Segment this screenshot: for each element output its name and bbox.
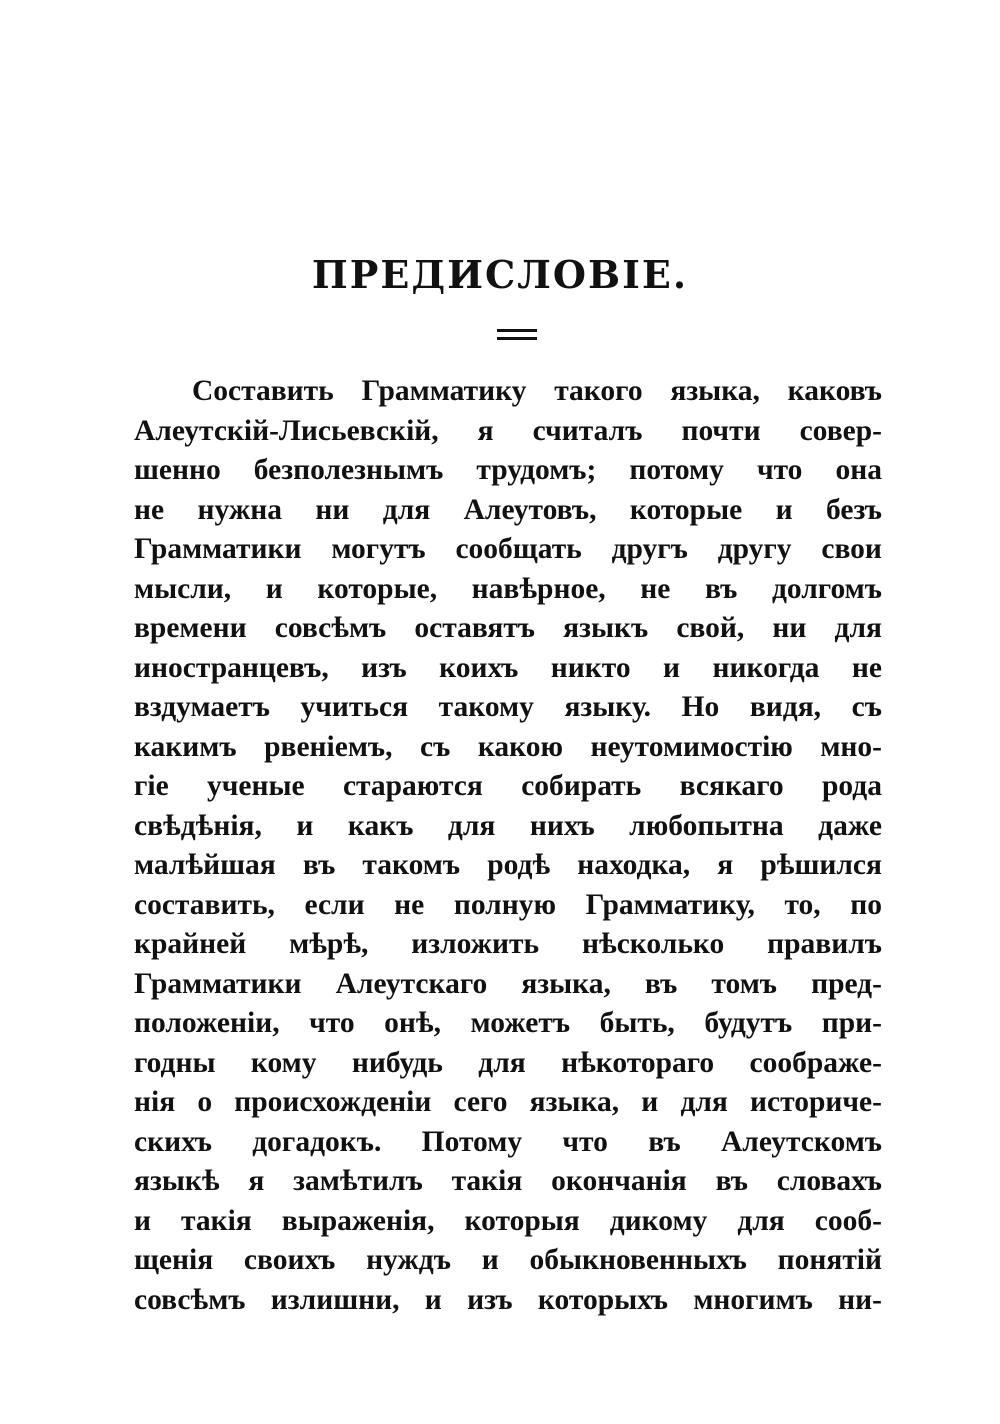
- text-line: [134, 728, 882, 768]
- word: выраженія,: [281, 1204, 435, 1237]
- text-line: [134, 1281, 882, 1321]
- word: правилъ: [767, 928, 882, 960]
- text-line: [134, 846, 882, 886]
- word: потому: [629, 454, 724, 486]
- word: и: [424, 1283, 442, 1316]
- text-line: [134, 1044, 882, 1084]
- word: рвеніемъ,: [264, 730, 393, 763]
- word: изложить: [411, 928, 540, 960]
- word: Грамматики: [134, 967, 302, 1000]
- word: при-: [821, 1007, 882, 1039]
- word: Составить: [192, 375, 334, 407]
- word: для: [680, 1086, 728, 1118]
- text-line: [134, 807, 882, 847]
- word: совер-: [799, 414, 882, 447]
- word: времени: [134, 612, 247, 644]
- word: понятій: [777, 1244, 882, 1276]
- text-line: [134, 1241, 882, 1281]
- word: можетъ: [470, 1007, 571, 1039]
- word: пред-: [811, 967, 882, 1000]
- word: никто: [550, 651, 631, 684]
- word: всякаго: [679, 770, 784, 802]
- word: томъ: [711, 967, 777, 1000]
- word: и: [265, 572, 283, 605]
- word: ни-: [838, 1283, 882, 1316]
- word: если: [304, 888, 365, 921]
- word: сего: [453, 1086, 508, 1118]
- word: могутъ: [331, 533, 426, 565]
- word: нужна: [197, 493, 282, 526]
- word: языкѣ: [134, 1165, 220, 1197]
- word: нибудь: [351, 1046, 443, 1079]
- word: стараются: [342, 770, 483, 802]
- word: онѣ,: [384, 1007, 441, 1039]
- word: совсѣмъ: [274, 612, 387, 644]
- word: Грамматики: [134, 533, 302, 565]
- word: любопытна: [629, 809, 784, 842]
- text-line: [134, 925, 882, 965]
- word: происхожденіи: [234, 1086, 432, 1118]
- text-line: [134, 609, 882, 649]
- word: дикому: [609, 1204, 708, 1237]
- word: такомъ: [362, 849, 461, 881]
- word: для: [382, 493, 431, 526]
- word: Алеутскій-Лисьевскій,: [134, 414, 439, 447]
- word: и: [775, 493, 793, 526]
- word: историче-: [750, 1086, 882, 1118]
- word: въ: [715, 1165, 748, 1197]
- word: замѣтилъ: [293, 1165, 423, 1197]
- word: крайней: [134, 928, 247, 960]
- word: будутъ: [704, 1007, 793, 1039]
- word: какимъ: [134, 730, 237, 763]
- word: какъ: [347, 809, 414, 842]
- word: полную: [453, 888, 557, 921]
- word: нѣкотораго: [561, 1046, 715, 1079]
- word: совсѣмъ: [134, 1283, 246, 1316]
- word: гіе: [134, 770, 169, 802]
- word: оставятъ: [414, 612, 536, 644]
- word: навѣрное,: [471, 572, 606, 605]
- word: она: [835, 454, 882, 486]
- word: обыкновенныхъ: [529, 1244, 747, 1276]
- word: въ: [644, 967, 678, 1000]
- word: щенія: [134, 1244, 214, 1276]
- word: мѣрѣ,: [289, 928, 369, 960]
- word: Грамматику,: [585, 888, 755, 921]
- word: языкъ: [563, 612, 649, 644]
- word: кому: [250, 1046, 317, 1079]
- word: такого: [554, 375, 643, 407]
- divider-bar-top: [497, 329, 537, 332]
- text-line: [134, 767, 882, 807]
- word: языка,: [521, 967, 611, 1000]
- word: языку.: [564, 691, 652, 723]
- word: трудомъ;: [476, 454, 597, 486]
- word: изъ: [361, 651, 407, 684]
- word: то,: [784, 888, 821, 921]
- text-line: [134, 451, 882, 491]
- word: собирать: [521, 770, 642, 802]
- word: рѣшился: [760, 849, 882, 881]
- text-line: [134, 1004, 882, 1044]
- word: Но: [681, 691, 720, 723]
- text-line: [134, 372, 882, 412]
- word: нихъ: [529, 809, 595, 842]
- word: составить,: [134, 888, 275, 921]
- word: я: [717, 849, 734, 881]
- word: съ: [851, 691, 882, 723]
- word: родѣ: [487, 849, 551, 881]
- word: которыя: [464, 1204, 580, 1237]
- word: нѣсколько: [582, 928, 725, 960]
- word: и: [296, 809, 314, 842]
- word: для: [834, 612, 882, 644]
- word: сообщать: [455, 533, 582, 565]
- word: нія: [134, 1086, 176, 1118]
- word: Алеутовъ,: [463, 493, 597, 526]
- word: и: [663, 651, 681, 684]
- text-line: [134, 1202, 882, 1242]
- word: изъ: [467, 1283, 513, 1316]
- word: каковъ: [787, 375, 882, 407]
- word: своихъ: [243, 1244, 336, 1276]
- word: въ: [648, 1125, 681, 1158]
- text-line: [134, 412, 882, 452]
- text-line: [134, 1162, 882, 1202]
- word: ни: [315, 493, 350, 526]
- word: другъ: [611, 533, 688, 565]
- text-line: [134, 1083, 882, 1123]
- word: другу: [717, 533, 792, 565]
- word: мно-: [820, 730, 882, 763]
- word: рода: [822, 770, 882, 802]
- word: свои: [821, 533, 882, 565]
- text-line: [134, 1123, 882, 1163]
- word: Алеутскомъ: [720, 1125, 882, 1158]
- word: такія: [451, 1165, 523, 1197]
- word: излишни,: [270, 1283, 400, 1316]
- word: догадокъ.: [252, 1125, 382, 1158]
- word: какою: [477, 730, 564, 763]
- word: учиться: [300, 691, 409, 723]
- word: безъ: [825, 493, 882, 526]
- word: и: [481, 1244, 499, 1276]
- word: иностранцевъ,: [134, 651, 329, 684]
- word: въ: [704, 572, 738, 605]
- text-line: [134, 965, 882, 1005]
- word: Грамматику: [361, 375, 527, 407]
- word: и: [134, 1204, 151, 1237]
- word: окончанія: [551, 1165, 687, 1197]
- word: и: [641, 1086, 659, 1118]
- word: Алеутскаго: [335, 967, 488, 1000]
- text-line: [134, 649, 882, 689]
- word: такому: [438, 691, 534, 723]
- word: малѣйшая: [134, 849, 276, 881]
- word: для: [478, 1046, 526, 1079]
- word: годны: [134, 1046, 216, 1079]
- word: для: [447, 809, 496, 842]
- word: свѣдѣнія,: [134, 809, 262, 842]
- word: что: [309, 1007, 355, 1039]
- word: находка,: [577, 849, 691, 881]
- word: даже: [818, 809, 882, 842]
- word: коихъ: [439, 651, 519, 684]
- word: сооб-: [814, 1204, 882, 1237]
- word: считалъ: [532, 414, 643, 447]
- word: многимъ: [693, 1283, 813, 1316]
- page-title: ПРЕДИСЛОВІЕ.: [311, 252, 689, 297]
- word: быть,: [599, 1007, 675, 1039]
- word: неутомимостію: [590, 730, 793, 763]
- word: въ: [302, 849, 336, 881]
- divider-bar-bottom: [497, 337, 537, 340]
- word: которые,: [317, 572, 438, 605]
- text-line: [134, 530, 882, 570]
- word: я: [248, 1165, 265, 1197]
- word: вздумаетъ: [134, 691, 270, 723]
- text-line: [134, 688, 882, 728]
- word: не: [134, 493, 165, 526]
- word: что: [562, 1125, 608, 1158]
- text-line: [134, 570, 882, 610]
- word: видя,: [749, 691, 822, 723]
- word: не: [394, 888, 425, 921]
- text-line: [134, 491, 882, 531]
- word: не: [640, 572, 671, 605]
- word: безполезнымъ: [253, 454, 444, 486]
- word: языка,: [670, 375, 760, 407]
- word: для: [737, 1204, 785, 1237]
- word: Потому: [421, 1125, 523, 1158]
- word: соображе-: [749, 1046, 882, 1079]
- word: шенно: [134, 454, 221, 486]
- word: словахъ: [776, 1165, 882, 1197]
- word: почти: [681, 414, 761, 447]
- word: я: [477, 414, 494, 447]
- word: съ: [420, 730, 451, 763]
- title-divider: [497, 329, 537, 341]
- word: положеніи,: [134, 1007, 280, 1039]
- body-paragraph: [134, 372, 882, 1320]
- word: свой,: [676, 612, 745, 644]
- word: о: [197, 1086, 213, 1118]
- text-line: [134, 886, 882, 926]
- word: по: [850, 888, 882, 921]
- word: такія: [181, 1204, 252, 1237]
- word: что: [756, 454, 803, 486]
- word: языка,: [529, 1086, 620, 1118]
- word: которыхъ: [537, 1283, 669, 1316]
- word: ни: [772, 612, 807, 644]
- word: долгомъ: [771, 572, 882, 605]
- word: мысли,: [134, 572, 232, 605]
- word: скихъ: [134, 1125, 212, 1158]
- word: не: [851, 651, 882, 684]
- word: которые: [629, 493, 743, 526]
- word: никогда: [712, 651, 820, 684]
- word: ученые: [207, 770, 305, 802]
- word: нуждъ: [366, 1244, 451, 1276]
